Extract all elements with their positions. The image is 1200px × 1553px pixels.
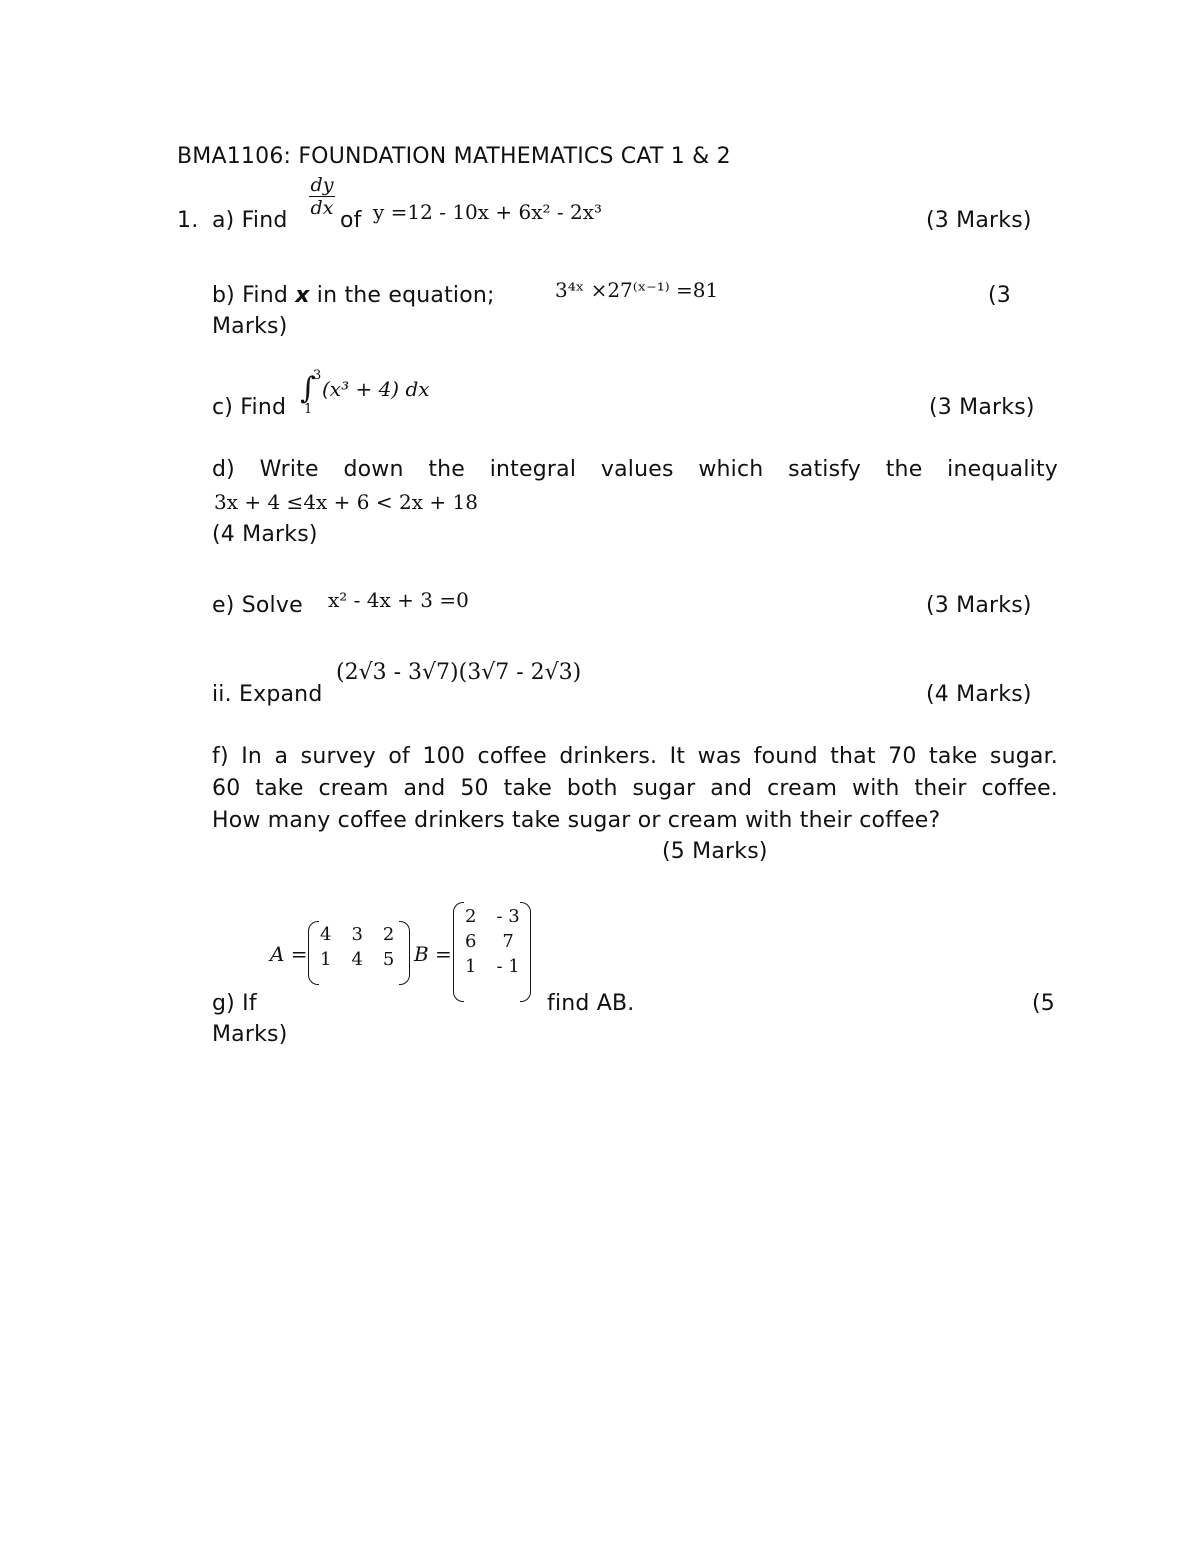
matrix-a-cell: 5 (382, 949, 395, 970)
matrix-a-cell: 3 (351, 924, 363, 945)
part-b-post: in the equation; (309, 283, 495, 308)
part-b-pre: b) Find (212, 283, 296, 308)
of-word: of (340, 208, 362, 233)
matrix-b-cell: 6 (465, 931, 477, 952)
page-title: BMA1106: FOUNDATION MATHEMATICS CAT 1 & 2 (177, 144, 731, 169)
matrix-b-cell: - 3 (496, 906, 520, 927)
part-d-text: d) Write down the integral values which satisfy the inequality (212, 457, 1058, 482)
part-g-find: find AB. (547, 991, 635, 1016)
matrix-a-cell: 4 (351, 949, 363, 970)
part-ii-label: ii. Expand (212, 682, 323, 707)
part-g-label: g) If (212, 991, 257, 1016)
part-g-marks-close: Marks) (212, 1022, 288, 1047)
integral-lower-limit: 1 (304, 402, 313, 417)
part-f-line-2: 60 take cream and 50 take both sugar and cream with their coffee. (212, 776, 1058, 801)
part-ii-marks: (4 Marks) (926, 682, 1032, 707)
part-d-marks: (4 Marks) (212, 522, 318, 547)
question-number: 1. (177, 208, 199, 233)
part-d-inequality: 3x + 4 ≤4x + 6 < 2x + 18 (214, 490, 478, 514)
matrix-b-cell: 2 (465, 906, 477, 927)
part-e-label: e) Solve (212, 593, 303, 618)
matrix-a-right-bracket (399, 921, 410, 985)
integral-sign: ∫ (300, 371, 316, 406)
part-b-var: x (295, 283, 310, 308)
matrix-a-name: A = (270, 942, 308, 966)
part-b-text (212, 283, 495, 309)
derivative-fraction (309, 174, 335, 219)
matrix-a-cell: 1 (320, 949, 332, 970)
integrand: (x³ + 4) dx (322, 377, 430, 401)
matrix-b-name: B = (414, 942, 452, 966)
matrix-b-cell: 1 (465, 956, 477, 977)
part-b-marks-open: (3 (988, 283, 1011, 308)
fraction-numerator: dy (310, 174, 334, 196)
matrix-b-cell: - 1 (496, 956, 520, 977)
matrix-b-right-bracket (520, 902, 531, 1002)
part-c-label: c) Find (212, 395, 287, 420)
matrix-a-cell: 2 (382, 924, 395, 945)
part-b-marks-close: Marks) (212, 314, 288, 339)
part-b-equation: 3⁴ˣ ×27⁽ˣ⁻¹⁾ =81 (555, 278, 719, 302)
part-a-label: a) Find (212, 208, 288, 233)
part-a-marks: (3 Marks) (926, 208, 1032, 233)
matrix-a (310, 922, 404, 972)
part-a-equation: y =12 - 10x + 6x² - 2x³ (373, 200, 603, 224)
integral-upper-limit: 3 (313, 368, 322, 383)
part-f-line-1: f) In a survey of 100 coffee drinkers. It was found that 70 take sugar. (212, 744, 1058, 769)
matrix-b-cell: 7 (502, 931, 514, 952)
part-f-marks: (5 Marks) (662, 839, 768, 864)
matrix-a-cell: 4 (320, 924, 332, 945)
matrix-b (455, 904, 530, 979)
part-f-line-3: How many coffee drinkers take sugar or cream with their coffee? (212, 808, 941, 833)
part-ii-expression: (2√3 - 3√7)(3√7 - 2√3) (336, 660, 582, 685)
part-e-marks: (3 Marks) (926, 593, 1032, 618)
fraction-denominator: dx (310, 197, 334, 219)
part-g-marks-open: (5 (1032, 991, 1055, 1016)
part-e-equation: x² - 4x + 3 =0 (328, 588, 469, 612)
part-c-marks: (3 Marks) (929, 395, 1035, 420)
